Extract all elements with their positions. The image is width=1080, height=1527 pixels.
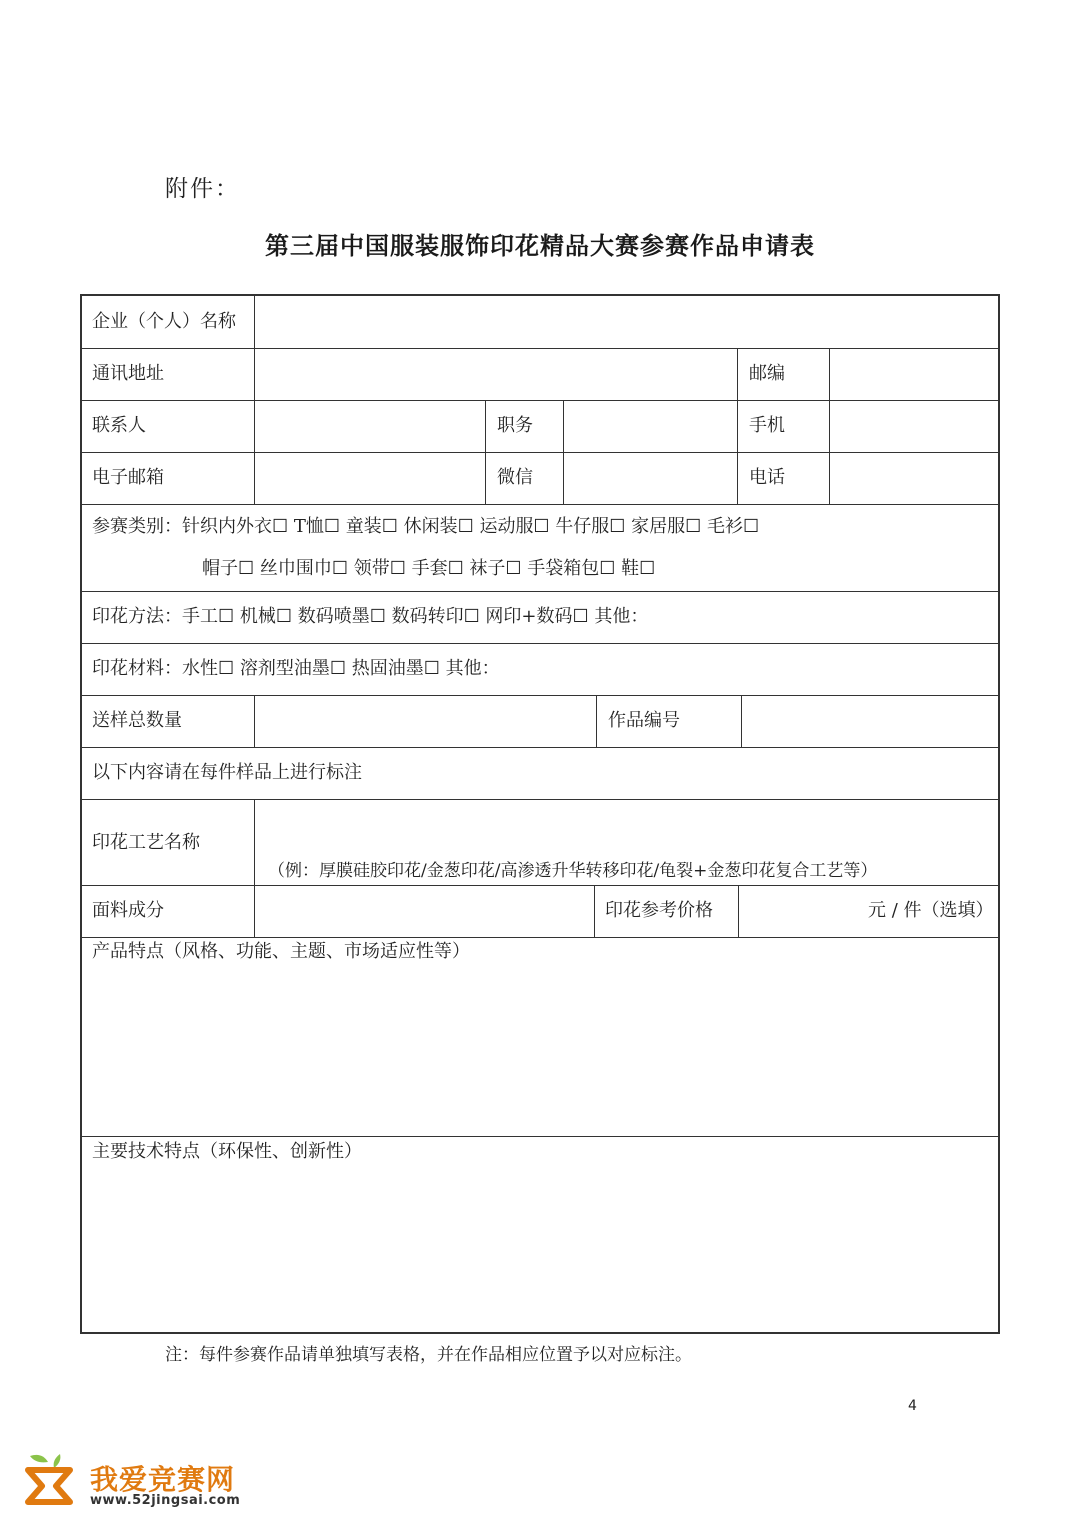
input-work-number[interactable] (746, 709, 996, 733)
col-divider (563, 400, 564, 504)
label-contact: 联系人 (92, 415, 146, 436)
col-divider (737, 348, 738, 504)
print-method-options[interactable]: 印花方法：手工☐ 机械☐ 数码喷墨☐ 数码转印☐ 网印+数码☐ 其他： (92, 606, 649, 627)
col-divider (254, 799, 255, 937)
label-fabric: 面料成分 (92, 900, 164, 921)
label-company-name: 企业（个人）名称 (92, 311, 236, 332)
col-divider (594, 885, 595, 937)
page-number: 4 (908, 1398, 917, 1414)
col-divider (741, 695, 742, 747)
col-divider (254, 296, 255, 504)
input-email[interactable] (260, 466, 480, 490)
row-divider (82, 695, 998, 696)
row-divider (82, 937, 998, 938)
page-title: 第三届中国服装服饰印花精品大赛参赛作品申请表 (265, 232, 815, 260)
label-postcode: 邮编 (749, 363, 785, 384)
row-divider (82, 747, 998, 748)
input-sample-count[interactable] (260, 709, 590, 733)
col-divider (829, 348, 830, 504)
input-postcode[interactable] (834, 362, 994, 386)
row-divider (82, 348, 998, 349)
input-mobile[interactable] (834, 414, 994, 438)
row-divider (82, 400, 998, 401)
craft-example-hint: （例：厚膜硅胶印花/金葱印花/高渗透升华转移印花/龟裂+金葱印花复合工艺等） (268, 861, 878, 881)
row-divider (82, 643, 998, 644)
row-divider (82, 591, 998, 592)
col-divider (485, 400, 486, 504)
category-options-line2[interactable]: 帽子☐ 丝巾围巾☐ 领带☐ 手套☐ 袜子☐ 手袋箱包☐ 鞋☐ (202, 558, 656, 579)
label-address: 通讯地址 (92, 363, 164, 384)
category-options-line1[interactable]: 参赛类别：针织内外衣☐ T恤☐ 童装☐ 休闲装☐ 运动服☐ 牛仔服☐ 家居服☐ 毛衫☐ (92, 516, 760, 537)
footnote: 注：每件参赛作品请单独填写表格，并在作品相应位置予以对应标注。 (165, 1345, 692, 1365)
row-divider (82, 799, 998, 800)
label-tech-features: 主要技术特点（环保性、创新性） (92, 1141, 362, 1162)
label-email: 电子邮箱 (92, 467, 164, 488)
watermark-url: www.52jingsai.com (90, 1493, 241, 1508)
col-divider (254, 695, 255, 747)
print-material-options[interactable]: 印花材料：水性☐ 溶剂型油墨☐ 热固油墨☐ 其他： (92, 658, 500, 679)
input-address[interactable] (260, 362, 730, 386)
watermark-logo-icon (20, 1450, 90, 1510)
input-phone[interactable] (834, 466, 994, 490)
input-position[interactable] (568, 414, 733, 438)
label-work-number: 作品编号 (608, 710, 680, 731)
attachment-label: 附件： (165, 176, 240, 202)
input-company-name[interactable] (260, 310, 990, 334)
input-fabric[interactable] (260, 899, 590, 923)
input-contact[interactable] (260, 414, 480, 438)
label-phone: 电话 (749, 467, 785, 488)
label-sample-count: 送样总数量 (92, 710, 182, 731)
label-mobile: 手机 (749, 415, 785, 436)
price-unit: 元 / 件（选填） (868, 900, 994, 921)
col-divider (596, 695, 597, 747)
row-divider (82, 885, 998, 886)
col-divider (738, 885, 739, 937)
watermark-name: 我爱竞赛网 (90, 1463, 236, 1496)
input-tech-features[interactable] (92, 1168, 990, 1323)
label-position: 职务 (497, 415, 533, 436)
mark-notice: 以下内容请在每件样品上进行标注 (92, 762, 362, 783)
label-product-features: 产品特点（风格、功能、主题、市场适应性等） (92, 941, 470, 962)
row-divider (82, 504, 998, 505)
row-divider (82, 1136, 998, 1137)
application-form (80, 294, 1000, 1334)
input-craft-name[interactable] (260, 808, 990, 832)
row-divider (82, 452, 998, 453)
label-ref-price: 印花参考价格 (605, 900, 713, 921)
label-craft-name: 印花工艺名称 (92, 832, 200, 853)
input-product-features[interactable] (92, 968, 990, 1128)
input-wechat[interactable] (568, 466, 733, 490)
label-wechat: 微信 (497, 467, 533, 488)
